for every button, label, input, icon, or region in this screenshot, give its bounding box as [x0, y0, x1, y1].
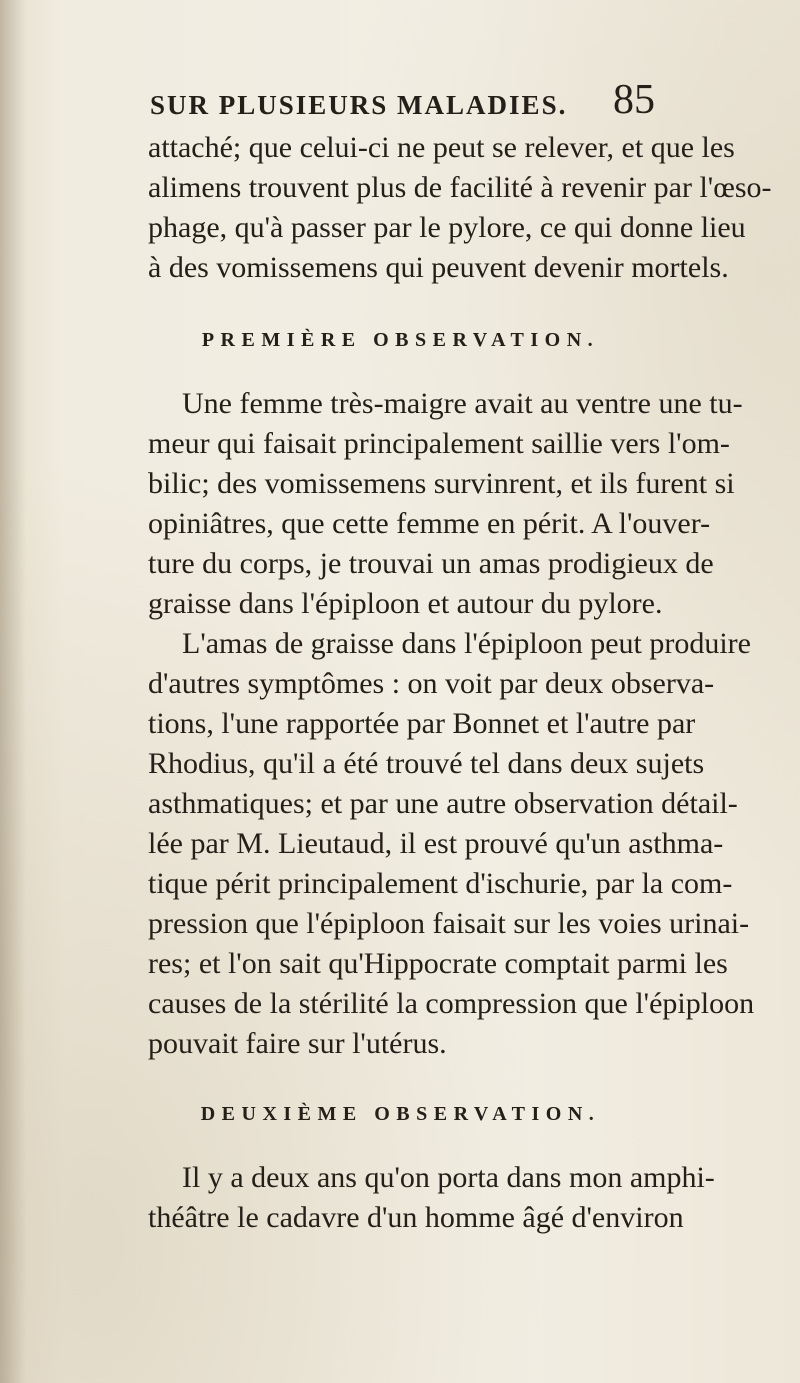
text-line: L'amas de graisse dans l'épiploon peut produire	[182, 627, 751, 660]
text-line: asthmatiques; et par une autre observation détail-	[148, 787, 738, 820]
text-line: pouvait faire sur l'utérus.	[148, 1027, 447, 1060]
text-line: opiniâtres, que cette femme en périt. A l'ouver-	[148, 507, 711, 540]
page-number: 85	[613, 77, 655, 123]
paragraph-4	[148, 1158, 715, 1238]
text-line: res; et l'on sait qu'Hippocrate comptait parmi les	[148, 947, 728, 980]
text-line: théâtre le cadavre d'un homme âgé d'environ	[148, 1201, 684, 1234]
paragraph-2	[148, 384, 743, 624]
text-line: pression que l'épiploon faisait sur les voies urinai-	[148, 907, 750, 940]
text-line: tique périt principalement d'ischurie, par la com-	[148, 867, 733, 900]
body-text	[148, 128, 772, 1238]
text-line: alimens trouvent plus de facilité à revenir par l'œso-	[148, 171, 772, 204]
paragraph-3	[148, 624, 755, 1064]
text-line: attaché; que celui-ci ne peut se relever, et que les	[148, 131, 735, 164]
section-heading-first-observation: PREMIÈRE OBSERVATION.	[201, 329, 600, 351]
text-line: lée par M. Lieutaud, il est prouvé qu'un asthma-	[148, 827, 724, 860]
text-line: meur qui faisait principalement saillie vers l'om-	[148, 427, 730, 460]
text-line: Une femme très-maigre avait au ventre une tu-	[182, 387, 743, 420]
running-head	[140, 77, 655, 126]
text-line: phage, qu'à passer par le pylore, ce qui donne lieu	[148, 211, 746, 244]
text-line: causes de la stérilité la compression que l'épiploon	[148, 987, 755, 1020]
text-line: à des vomissemens qui peuvent devenir mortels.	[148, 251, 729, 284]
page-gutter-shadow	[0, 0, 26, 1383]
text-line: tions, l'une rapportée par Bonnet et l'autre par	[148, 707, 696, 740]
text-line: d'autres symptômes : on voit par deux observa-	[148, 667, 715, 700]
text-line: Rhodius, qu'il a été trouvé tel dans deux sujets	[148, 747, 705, 780]
text-line: Il y a deux ans qu'on porta dans mon amphi-	[182, 1161, 715, 1194]
text-line: graisse dans l'épiploon et autour du pylore.	[148, 587, 663, 620]
paragraph-1	[148, 128, 772, 288]
text-line: ture du corps, je trouvai un amas prodigieux de	[148, 547, 714, 580]
section-heading-second-observation: DEUXIÈME OBSERVATION.	[200, 1103, 601, 1125]
running-title: SUR PLUSIEURS MALADIES.	[150, 90, 568, 120]
text-line: bilic; des vomissemens survinrent, et ils furent si	[148, 467, 735, 500]
